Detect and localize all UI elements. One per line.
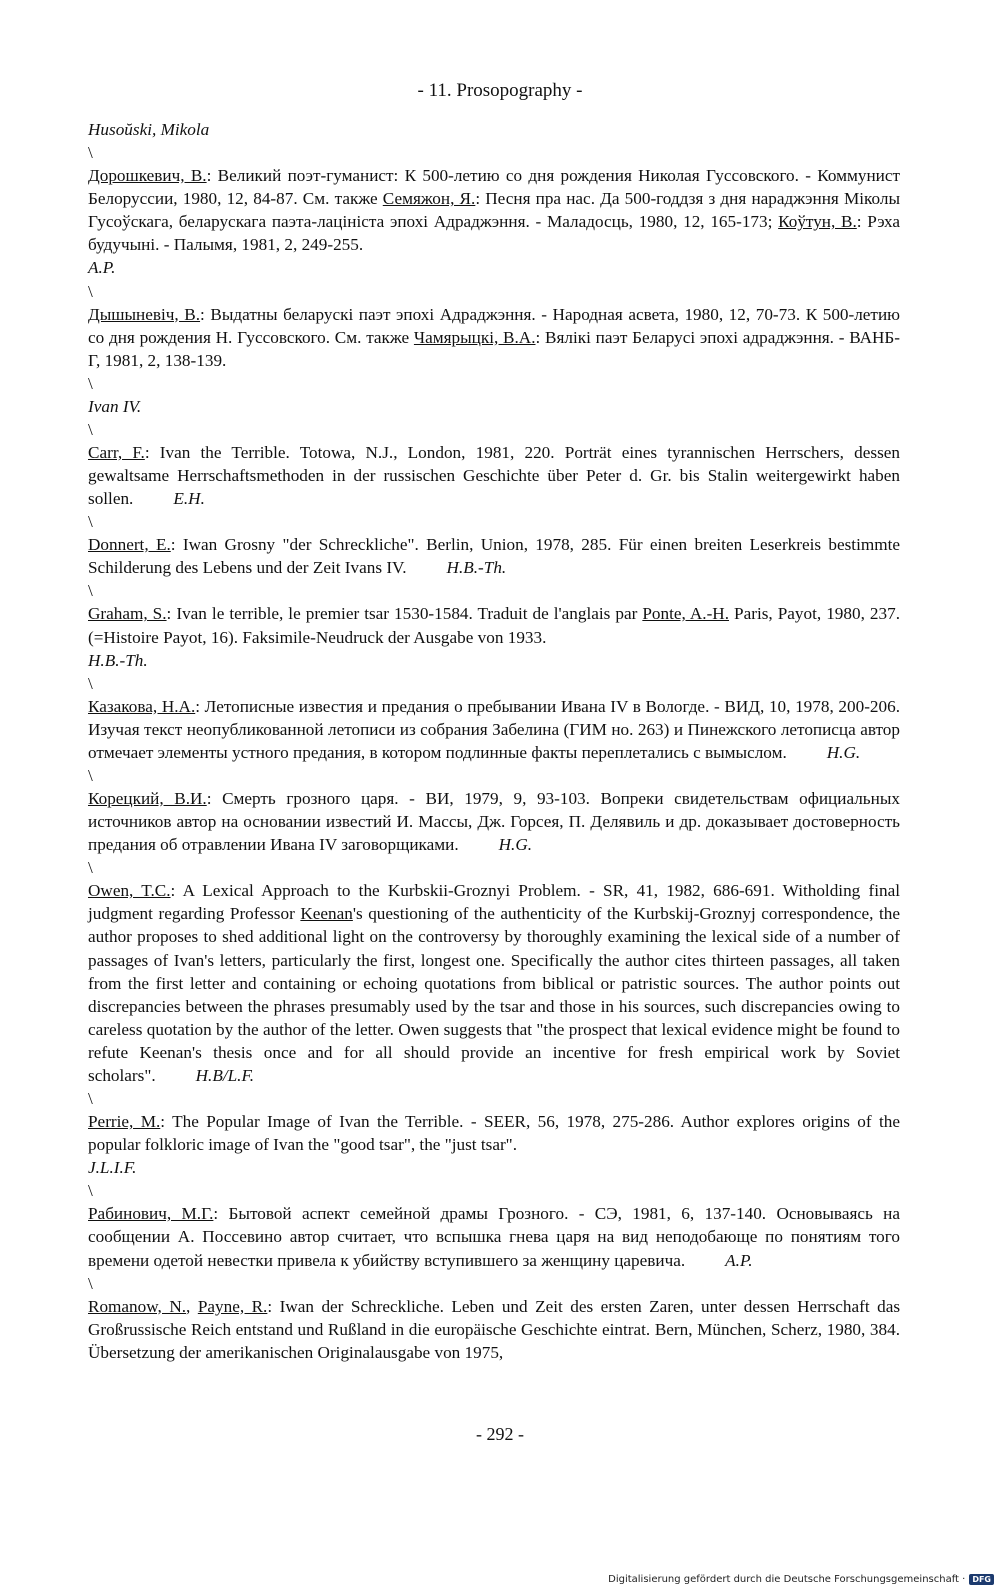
entry-separator: \ <box>88 1273 93 1293</box>
entry-separator: \ <box>88 419 93 439</box>
bibliography-entry <box>88 602 900 671</box>
entry-text: : The Popular Image of Ivan the Terrible. - SEER, 56, 1978, 275-286. Author explores origins of the popular folkloric image of Ivan the "good tsar", the "just tsar". <box>88 1112 900 1155</box>
bibliography-entry <box>88 1110 900 1179</box>
author-name: Ponte, A.-H. <box>642 604 730 624</box>
entry-separator: \ <box>88 673 93 693</box>
page-number: - 292 - <box>476 1424 524 1444</box>
author-name: Корецкий, В.И. <box>88 788 207 808</box>
author-name: Graham, S. <box>88 604 167 624</box>
reviewer-initials: H.B/L.F. <box>195 1066 255 1085</box>
reviewer-initials: H.G. <box>826 742 861 762</box>
dfg-logo: DFG <box>969 1574 994 1585</box>
entry-text: : Летописные известия и предания о пребывании Ивана IV в Вологде. - ВИД, 10, 1978, 200-206. Изучая текст неопубликованной летописи из собрания Забелина (ГИМ но. 263) и Пинежского летописца автор отмечает элементы устного предания, в котором подлинные факты переплетались с вымыслом. <box>88 696 900 762</box>
bibliography-entry <box>88 695 900 764</box>
reviewer-initials: H.G. <box>498 835 533 855</box>
author-name: Коўтун, В. <box>778 212 857 232</box>
entry-text: : Ivan le terrible, le premier tsar 1530-1584. Traduit de l'anglais par <box>166 604 643 624</box>
reviewer-initials: A.P. <box>725 1250 753 1270</box>
bibliography-entry <box>88 1295 900 1364</box>
credit-text: Digitalisierung gefördert durch die Deutsche Forschungsgemeinschaft · <box>608 1574 966 1585</box>
author-name: Donnert, E. <box>88 535 171 555</box>
page-header: - 11. Prosopography - <box>417 80 583 101</box>
entry-separator: \ <box>88 512 93 532</box>
author-name: Keenan <box>300 904 353 924</box>
author-name: Romanow, N. <box>88 1296 187 1316</box>
bibliography-entry <box>88 164 900 279</box>
entry-text: : Песня пра нас. Да 500-годдзя з дня нараджэння Міколы Гусоўскага, беларускага паэта-лацініста эпохі Адраджэння. - Маладосць, 1980, 12, 165-173; <box>88 189 900 232</box>
entry-text: Paris, Payot, 1980, 237. (=Histoire Payot, 16). Faksimile-Neudruck der Ausgabe von 1933. <box>88 604 900 647</box>
entry-separator: \ <box>88 281 93 301</box>
bibliography-entry <box>88 533 900 579</box>
author-name: Perrie, M. <box>88 1112 161 1132</box>
author-name: Дышыневіч, В. <box>88 304 201 324</box>
section-title: Husoŭski, Mikola <box>88 120 210 139</box>
entry-text: : Рэха будучыні. - Палымя, 1981, 2, 249-255. <box>88 212 900 255</box>
reviewer-initials: J.L.I.F. <box>88 1158 137 1178</box>
entry-text: : Великий поэт-гуманист: К 500-летию со дня рождения Николая Гуссовского. - Коммунист Белоруссии, 1980, 12, 84-87. См. также <box>88 166 901 209</box>
entry-text: 's questioning of the authenticity of the Kurbskij-Groznyj correspondence, the author proposes to shed additional light on the controversy by thoroughly examining the lexical side of a number of passages of Ivan's letters, particularly the first, longest one. Specifically the author cites thirteen passages, all taken from the first letter and containing or echoing quotations from biblical or patristic sources. The author points out discrepancies between the phrases presumably used by the tsar and those in his sources, such discrepancies owing to careless quotation by the author of the letter. Owen suggests that "the prospect that lexical evidence might be found to refute Keenan's thesis once and for all should provide an incentive for fresh empirical work by Soviet scholars". <box>88 904 900 1085</box>
digitization-credit <box>608 1574 994 1585</box>
author-name: Carr, F. <box>88 442 145 462</box>
entry-text: : Ivan the Terrible. Totowa, N.J., London, 1981, 220. Porträt eines tyrannischen Herrschers, dessen gewaltsame Herrschaftsmethoden in der russischen Geschichte über Peter d. Gr. bis Stalin weitergewirkt haben sollen. <box>88 442 900 509</box>
entry-separator: \ <box>88 765 93 785</box>
author-name: Чамярыцкі, В.А. <box>413 327 536 347</box>
entry-text: : A Lexical Approach to the Kurbskii-Groznyi Problem. - SR, 41, 1982, 686-691. Witholding final judgment regarding Professor <box>88 881 900 924</box>
entry-text: : Вялікі паэт Беларусі эпохі адраджэння. - ВАНБ-Г, 1981, 2, 138-139. <box>88 327 900 370</box>
reviewer-initials: H.B.-Th. <box>446 558 507 578</box>
entry-separator: \ <box>88 1089 93 1109</box>
entry-separator: \ <box>88 373 93 393</box>
author-name: Payne, R. <box>197 1296 268 1316</box>
section-title: Ivan IV. <box>88 396 142 416</box>
entry-separator: \ <box>88 1181 93 1201</box>
entry-text: : Смерть грозного царя. - ВИ, 1979, 9, 93-103. Вопреки свидетельствам официальных источников автор на основании известий И. Массы, Дж. Горсея, П. Делявиль и др. доказывает достоверность предания об отравлении Ивана IV заговорщиками. <box>88 788 900 855</box>
author-name: Казакова, Н.А. <box>88 696 196 716</box>
entry-text: , <box>186 1296 198 1316</box>
entry-text: : Бытовой аспект семейной драмы Грозного. - СЭ, 1981, 6, 137-140. Основываясь на сообщении А. Поссевино автор считает, что вспышка гнева царя на вид неподобающе по понятиям того времени одетой невестки привела к убийству вступившего за женщину царевича. <box>88 1204 900 1270</box>
bibliography-entry <box>88 1202 900 1271</box>
reviewer-initials: H.B.-Th. <box>88 650 148 670</box>
author-name: Семяжон, Я. <box>382 189 476 209</box>
entry-text: : Выдатны беларускі паэт эпохі Адраджэння. - Народная асвета, 1980, 12, 70-73. К 500-летию со дня рождения Н. Гуссовского. См. также <box>88 304 900 347</box>
author-name: Дорошкевич, В. <box>88 166 207 186</box>
entry-separator: \ <box>88 858 93 878</box>
entry-separator: \ <box>88 143 93 163</box>
author-name: Рабинович, М.Г. <box>88 1204 214 1224</box>
entry-text: : Iwan Grosny "der Schreckliche". Berlin, Union, 1978, 285. Für einen breiten Leserkreis bestimmte Schilderung des Lebens und der Zeit Ivans IV. <box>88 535 900 578</box>
entry-text: : Iwan der Schreckliche. Leben und Zeit des ersten Zaren, unter dessen Herrschaft das Großrussische Reich entstand und Rußland in die europäische Geschichte eintrat. Bern, München, Scherz, 1980, 384. Übersetzung der amerikanischen Originalausgabe von 1975, <box>88 1296 901 1362</box>
reviewer-initials: E.H. <box>173 489 205 509</box>
entry-separator: \ <box>88 581 93 601</box>
bibliography-entry <box>88 879 900 1087</box>
reviewer-initials: A.P. <box>88 258 116 278</box>
author-name: Owen, T.C. <box>88 881 171 901</box>
bibliography-entry <box>88 787 900 856</box>
bibliography-entry <box>88 303 900 372</box>
bibliography-entry <box>88 441 900 510</box>
bibliography-content <box>88 118 900 1364</box>
